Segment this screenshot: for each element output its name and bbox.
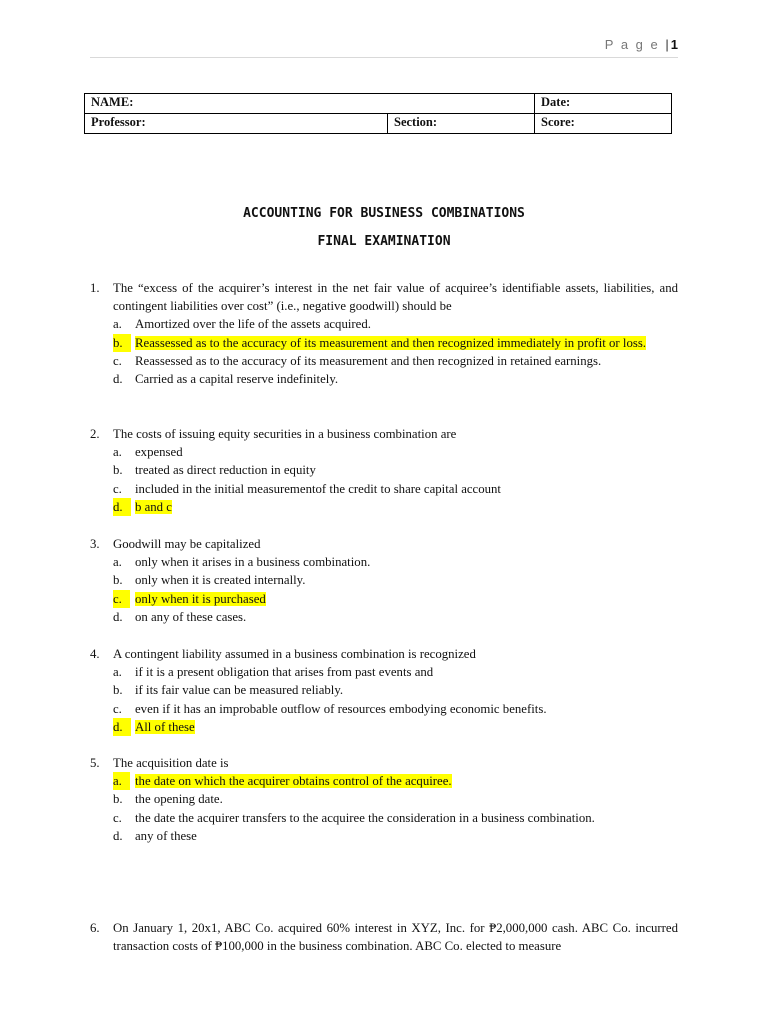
question-2 [90,425,678,516]
option-c[interactable] [90,480,678,498]
option-c[interactable] [90,700,678,718]
option-letter: b. [113,683,123,698]
option-c-highlighted[interactable] [90,590,678,608]
option-letter: a. [113,772,130,790]
option-a[interactable] [90,443,678,461]
option-letter: b. [113,792,123,807]
question-text: A contingent liability assumed in a business combination is recognized [113,647,476,661]
option-a[interactable] [90,663,678,681]
option-letter: c. [113,701,122,716]
option-letter: d. [113,372,123,387]
question-number: 2. [90,427,100,441]
option-text: b and c [135,499,172,514]
option-letter: c. [113,481,122,496]
option-letter: d. [113,609,123,624]
option-text: the date the acquirer transfers to the acquiree the consideration in a business combination. [135,810,595,825]
option-letter: b. [113,463,123,478]
question-number: 3. [90,537,100,551]
option-d-highlighted[interactable] [90,718,678,736]
student-info-table [84,93,672,134]
page-separator: | [665,37,669,52]
option-text: any of these [135,828,197,843]
section-field[interactable] [388,114,535,134]
question-number: 4. [90,647,100,661]
option-text: if its fair value can be measured reliably. [135,683,344,698]
exam-subtitle: FINAL EXAMINATION [317,234,451,249]
option-d[interactable] [90,370,678,388]
question-text: The acquisition date is [113,756,229,770]
option-a[interactable] [90,315,678,333]
name-label: NAME: [91,95,134,109]
question-stem [90,425,678,443]
section-label: Section: [394,115,438,129]
page-word: P a g e [604,37,660,52]
question-stem [90,535,678,553]
option-text: only when it is created internally. [135,573,306,588]
page-number: 1 [670,37,678,52]
name-field[interactable] [85,94,535,114]
question-text: The costs of issuing equity securities in a business combination are [113,427,457,441]
question-text: The “excess of the acquirer’s interest in the net fair value of acquiree’s identifiable assets, liabilities, and contingent liabilities over cost” (i.e., negative goodwill) should be [113,281,678,314]
option-d[interactable] [90,608,678,626]
question-6 [90,919,678,955]
question-3 [90,535,678,626]
option-a-highlighted[interactable] [90,772,678,790]
option-text: the opening date. [135,792,223,807]
option-b-highlighted[interactable] [90,334,678,352]
question-number: 1. [90,281,100,295]
option-letter: b. [113,573,123,588]
option-letter: d. [113,718,131,736]
option-letter: a. [113,317,122,332]
professor-field[interactable] [85,114,388,134]
option-text: All of these [135,719,195,734]
option-letter: a. [113,555,122,570]
option-text: only when it arises in a business combination. [135,555,371,570]
score-field[interactable] [535,114,672,134]
option-text: Reassessed as to the accuracy of its measurement and then recognized immediately in profit or loss. [135,335,647,350]
option-b[interactable] [90,681,678,699]
option-b[interactable] [90,790,678,808]
option-a[interactable] [90,553,678,571]
option-c[interactable] [90,809,678,827]
option-text: on any of these cases. [135,609,247,624]
option-text: the date on which the acquirer obtains control of the acquiree. [135,774,452,789]
exam-title: ACCOUNTING FOR BUSINESS COMBINATIONS [243,206,525,221]
professor-label: Professor: [91,115,146,129]
option-text: Amortized over the life of the assets acquired. [135,317,371,332]
question-number: 6. [90,921,100,935]
option-letter: c. [113,810,122,825]
page-header [605,37,678,52]
option-letter: a. [113,665,122,680]
question-1 [90,279,678,388]
option-letter: a. [113,445,122,460]
score-label: Score: [541,115,575,129]
question-4 [90,645,678,736]
question-stem [90,754,678,772]
option-text: only when it is purchased [135,591,266,606]
option-text: included in the initial measurementof the credit to share capital account [135,481,501,496]
option-letter: c. [113,353,122,368]
option-text: expensed [135,445,183,460]
option-letter: d. [113,498,131,516]
question-text: On January 1, 20x1, ABC Co. acquired 60% interest in XYZ, Inc. for ₱2,000,000 cash. ABC Co. incurred transaction costs of ₱100,000 in the business combination. ABC Co. elected to measure [113,921,678,954]
option-b[interactable] [90,461,678,479]
option-letter: d. [113,828,123,843]
option-text: even if it has an improbable outflow of resources embodying economic benefits. [135,701,547,716]
option-letter: b. [113,334,131,352]
question-5 [90,754,678,845]
question-stem [90,279,678,315]
option-text: treated as direct reduction in equity [135,463,316,478]
option-d-highlighted[interactable] [90,498,678,516]
question-stem [90,919,678,955]
option-text: if it is a present obligation that arises from past events and [135,665,434,680]
option-text: Reassessed as to the accuracy of its measurement and then recognized in retained earnings. [135,353,602,368]
header-divider [90,57,678,58]
date-field[interactable] [535,94,672,114]
option-c[interactable] [90,352,678,370]
question-number: 5. [90,756,100,770]
date-label: Date: [541,95,571,109]
option-text: Carried as a capital reserve indefinitely. [135,372,339,387]
question-stem [90,645,678,663]
question-text: Goodwill may be capitalized [113,537,261,551]
option-d[interactable] [90,827,678,845]
option-b[interactable] [90,571,678,589]
option-letter: c. [113,590,130,608]
